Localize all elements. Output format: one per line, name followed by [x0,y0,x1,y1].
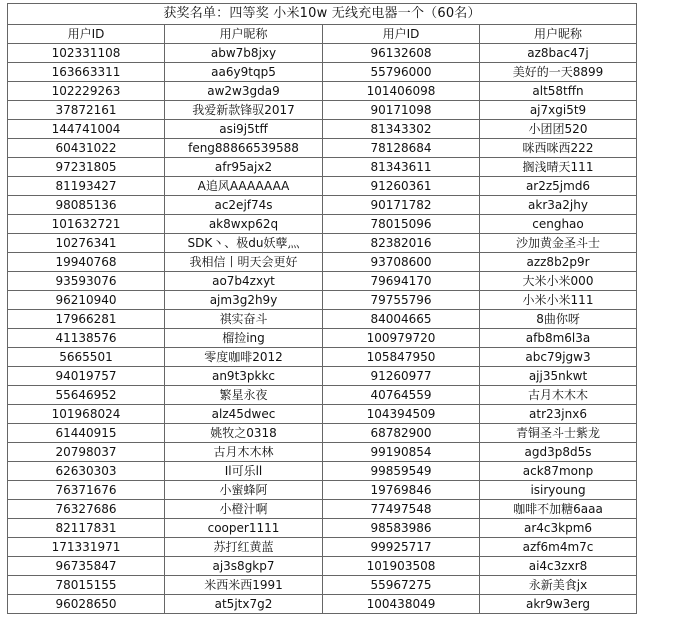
nickname-cell: 咪西咪西222 [480,139,637,158]
nickname-cell: 小橙汁啊 [165,500,323,519]
user-id-cell: 76371676 [8,481,165,500]
user-id-cell: 79694170 [323,272,480,291]
winner-table [7,3,637,614]
nickname-cell: ack87monp [480,462,637,481]
table-row [8,139,637,158]
user-id-cell: 171331971 [8,538,165,557]
nickname-cell: at5jtx7g2 [165,595,323,614]
user-id-cell: 5665501 [8,348,165,367]
table-row [8,405,637,424]
title-row [8,4,637,25]
user-id-cell: 81343611 [323,158,480,177]
nickname-cell: 米西米西1991 [165,576,323,595]
nickname-cell: ai4c3zxr8 [480,557,637,576]
nickname-cell: 榴捡ing [165,329,323,348]
user-id-cell: 98085136 [8,196,165,215]
table-row [8,272,637,291]
user-id-cell: 97231805 [8,158,165,177]
user-id-cell: 77497548 [323,500,480,519]
nickname-cell: aj7xgi5t9 [480,101,637,120]
user-id-cell: 93708600 [323,253,480,272]
nickname-cell: azf6m4m7c [480,538,637,557]
user-id-cell: 76327686 [8,500,165,519]
table-row [8,253,637,272]
user-id-cell: 61440915 [8,424,165,443]
header-nickname-2: 用户昵称 [480,25,637,44]
table-body [8,44,637,614]
user-id-cell: 55796000 [323,63,480,82]
nickname-cell: akr3a2jhy [480,196,637,215]
user-id-cell: 19769846 [323,481,480,500]
user-id-cell: 19940768 [8,253,165,272]
nickname-cell: 沙加黄金圣斗士 [480,234,637,253]
nickname-cell: abw7b8jxy [165,44,323,63]
table-row [8,234,637,253]
user-id-cell: 99190854 [323,443,480,462]
table-row [8,348,637,367]
user-id-cell: 82382016 [323,234,480,253]
user-id-cell: 96735847 [8,557,165,576]
user-id-cell: 78015096 [323,215,480,234]
nickname-cell: 祺实奋斗 [165,310,323,329]
header-user-id-2: 用户ID [323,25,480,44]
table-row [8,595,637,614]
user-id-cell: 101406098 [323,82,480,101]
nickname-cell: 古月木木木 [480,386,637,405]
nickname-cell: ar2z5jmd6 [480,177,637,196]
header-user-id-1: 用户ID [8,25,165,44]
nickname-cell: ajj35nkwt [480,367,637,386]
nickname-cell: ajm3g2h9y [165,291,323,310]
user-id-cell: 90171782 [323,196,480,215]
table-row [8,215,637,234]
user-id-cell: 79755796 [323,291,480,310]
user-id-cell: 40764559 [323,386,480,405]
nickname-cell: 零度咖啡2012 [165,348,323,367]
user-id-cell: 94019757 [8,367,165,386]
user-id-cell: 62630303 [8,462,165,481]
user-id-cell: 99925717 [323,538,480,557]
nickname-cell: 永新美食jx [480,576,637,595]
user-id-cell: 55967275 [323,576,480,595]
nickname-cell: 小团团520 [480,120,637,139]
nickname-cell: ac2ejf74s [165,196,323,215]
nickname-cell: cooper1111 [165,519,323,538]
user-id-cell: 68782900 [323,424,480,443]
header-nickname-1: 用户昵称 [165,25,323,44]
nickname-cell: cenghao [480,215,637,234]
nickname-cell: az8bac47j [480,44,637,63]
table-row [8,291,637,310]
nickname-cell: abc79jgw3 [480,348,637,367]
nickname-cell: 我相信丨明天会更好 [165,253,323,272]
nickname-cell: ao7b4zxyt [165,272,323,291]
nickname-cell: agd3p8d5s [480,443,637,462]
table-row [8,576,637,595]
table-row [8,424,637,443]
user-id-cell: 101968024 [8,405,165,424]
table-row [8,519,637,538]
table-row [8,158,637,177]
nickname-cell: 搁浅晴天111 [480,158,637,177]
user-id-cell: 99859549 [323,462,480,481]
nickname-cell: 大米小米000 [480,272,637,291]
nickname-cell: afr95ajx2 [165,158,323,177]
user-id-cell: 101903508 [323,557,480,576]
user-id-cell: 100979720 [323,329,480,348]
nickname-cell: 小米小米111 [480,291,637,310]
user-id-cell: 82117831 [8,519,165,538]
nickname-cell: 小蜜蜂阿 [165,481,323,500]
sheet-title: 获奖名单：四等奖 小米10w 无线充电器一个（60名） [8,4,637,25]
user-id-cell: 96210940 [8,291,165,310]
nickname-cell: azz8b2p9r [480,253,637,272]
nickname-cell: an9t3pkkc [165,367,323,386]
user-id-cell: 96132608 [323,44,480,63]
nickname-cell: A追风AAAAAAA [165,177,323,196]
table-row [8,443,637,462]
table-row [8,63,637,82]
table-row [8,329,637,348]
user-id-cell: 81193427 [8,177,165,196]
user-id-cell: 90171098 [323,101,480,120]
nickname-cell: 咖啡不加糖6aaa [480,500,637,519]
user-id-cell: 91260361 [323,177,480,196]
nickname-cell: SDK丶、极du妖孽灬 [165,234,323,253]
table-row [8,177,637,196]
user-id-cell: 17966281 [8,310,165,329]
nickname-cell: ak8wxp62q [165,215,323,234]
user-id-cell: 163663311 [8,63,165,82]
user-id-cell: 81343302 [323,120,480,139]
nickname-cell: aj3s8gkp7 [165,557,323,576]
table-row [8,367,637,386]
nickname-cell: 8曲你呀 [480,310,637,329]
user-id-cell: 100438049 [323,595,480,614]
user-id-cell: 37872161 [8,101,165,120]
nickname-cell: atr23jnx6 [480,405,637,424]
table-row [8,500,637,519]
user-id-cell: 144741004 [8,120,165,139]
nickname-cell: Il可乐ll [165,462,323,481]
nickname-cell: asi9j5tff [165,120,323,139]
user-id-cell: 93593076 [8,272,165,291]
table-row [8,386,637,405]
table-row [8,196,637,215]
nickname-cell: 我爱新款锋驭2017 [165,101,323,120]
user-id-cell: 102229263 [8,82,165,101]
nickname-cell: akr9w3erg [480,595,637,614]
table-row [8,82,637,101]
user-id-cell: 10276341 [8,234,165,253]
nickname-cell: 古月木木林 [165,443,323,462]
user-id-cell: 20798037 [8,443,165,462]
nickname-cell: 青铜圣斗士紫龙 [480,424,637,443]
nickname-cell: aw2w3gda9 [165,82,323,101]
table-row [8,538,637,557]
nickname-cell: 姚牧之0318 [165,424,323,443]
table-row [8,557,637,576]
user-id-cell: 105847950 [323,348,480,367]
nickname-cell: 繁星永夜 [165,386,323,405]
table-row [8,44,637,63]
user-id-cell: 96028650 [8,595,165,614]
nickname-cell: aa6y9tqp5 [165,63,323,82]
nickname-cell: alz45dwec [165,405,323,424]
nickname-cell: alt58tffn [480,82,637,101]
nickname-cell: afb8m6l3a [480,329,637,348]
nickname-cell: isiryoung [480,481,637,500]
user-id-cell: 101632721 [8,215,165,234]
user-id-cell: 102331108 [8,44,165,63]
nickname-cell: 苏打红黄蓝 [165,538,323,557]
table-row [8,310,637,329]
table-row [8,481,637,500]
user-id-cell: 91260977 [323,367,480,386]
user-id-cell: 78128684 [323,139,480,158]
winner-list-sheet [7,3,636,614]
nickname-cell: 美好的一天8899 [480,63,637,82]
header-row [8,25,637,44]
table-row [8,101,637,120]
user-id-cell: 78015155 [8,576,165,595]
user-id-cell: 60431022 [8,139,165,158]
user-id-cell: 55646952 [8,386,165,405]
table-row [8,462,637,481]
nickname-cell: ar4c3kpm6 [480,519,637,538]
nickname-cell: feng88866539588 [165,139,323,158]
table-row [8,120,637,139]
user-id-cell: 84004665 [323,310,480,329]
user-id-cell: 104394509 [323,405,480,424]
user-id-cell: 41138576 [8,329,165,348]
user-id-cell: 98583986 [323,519,480,538]
